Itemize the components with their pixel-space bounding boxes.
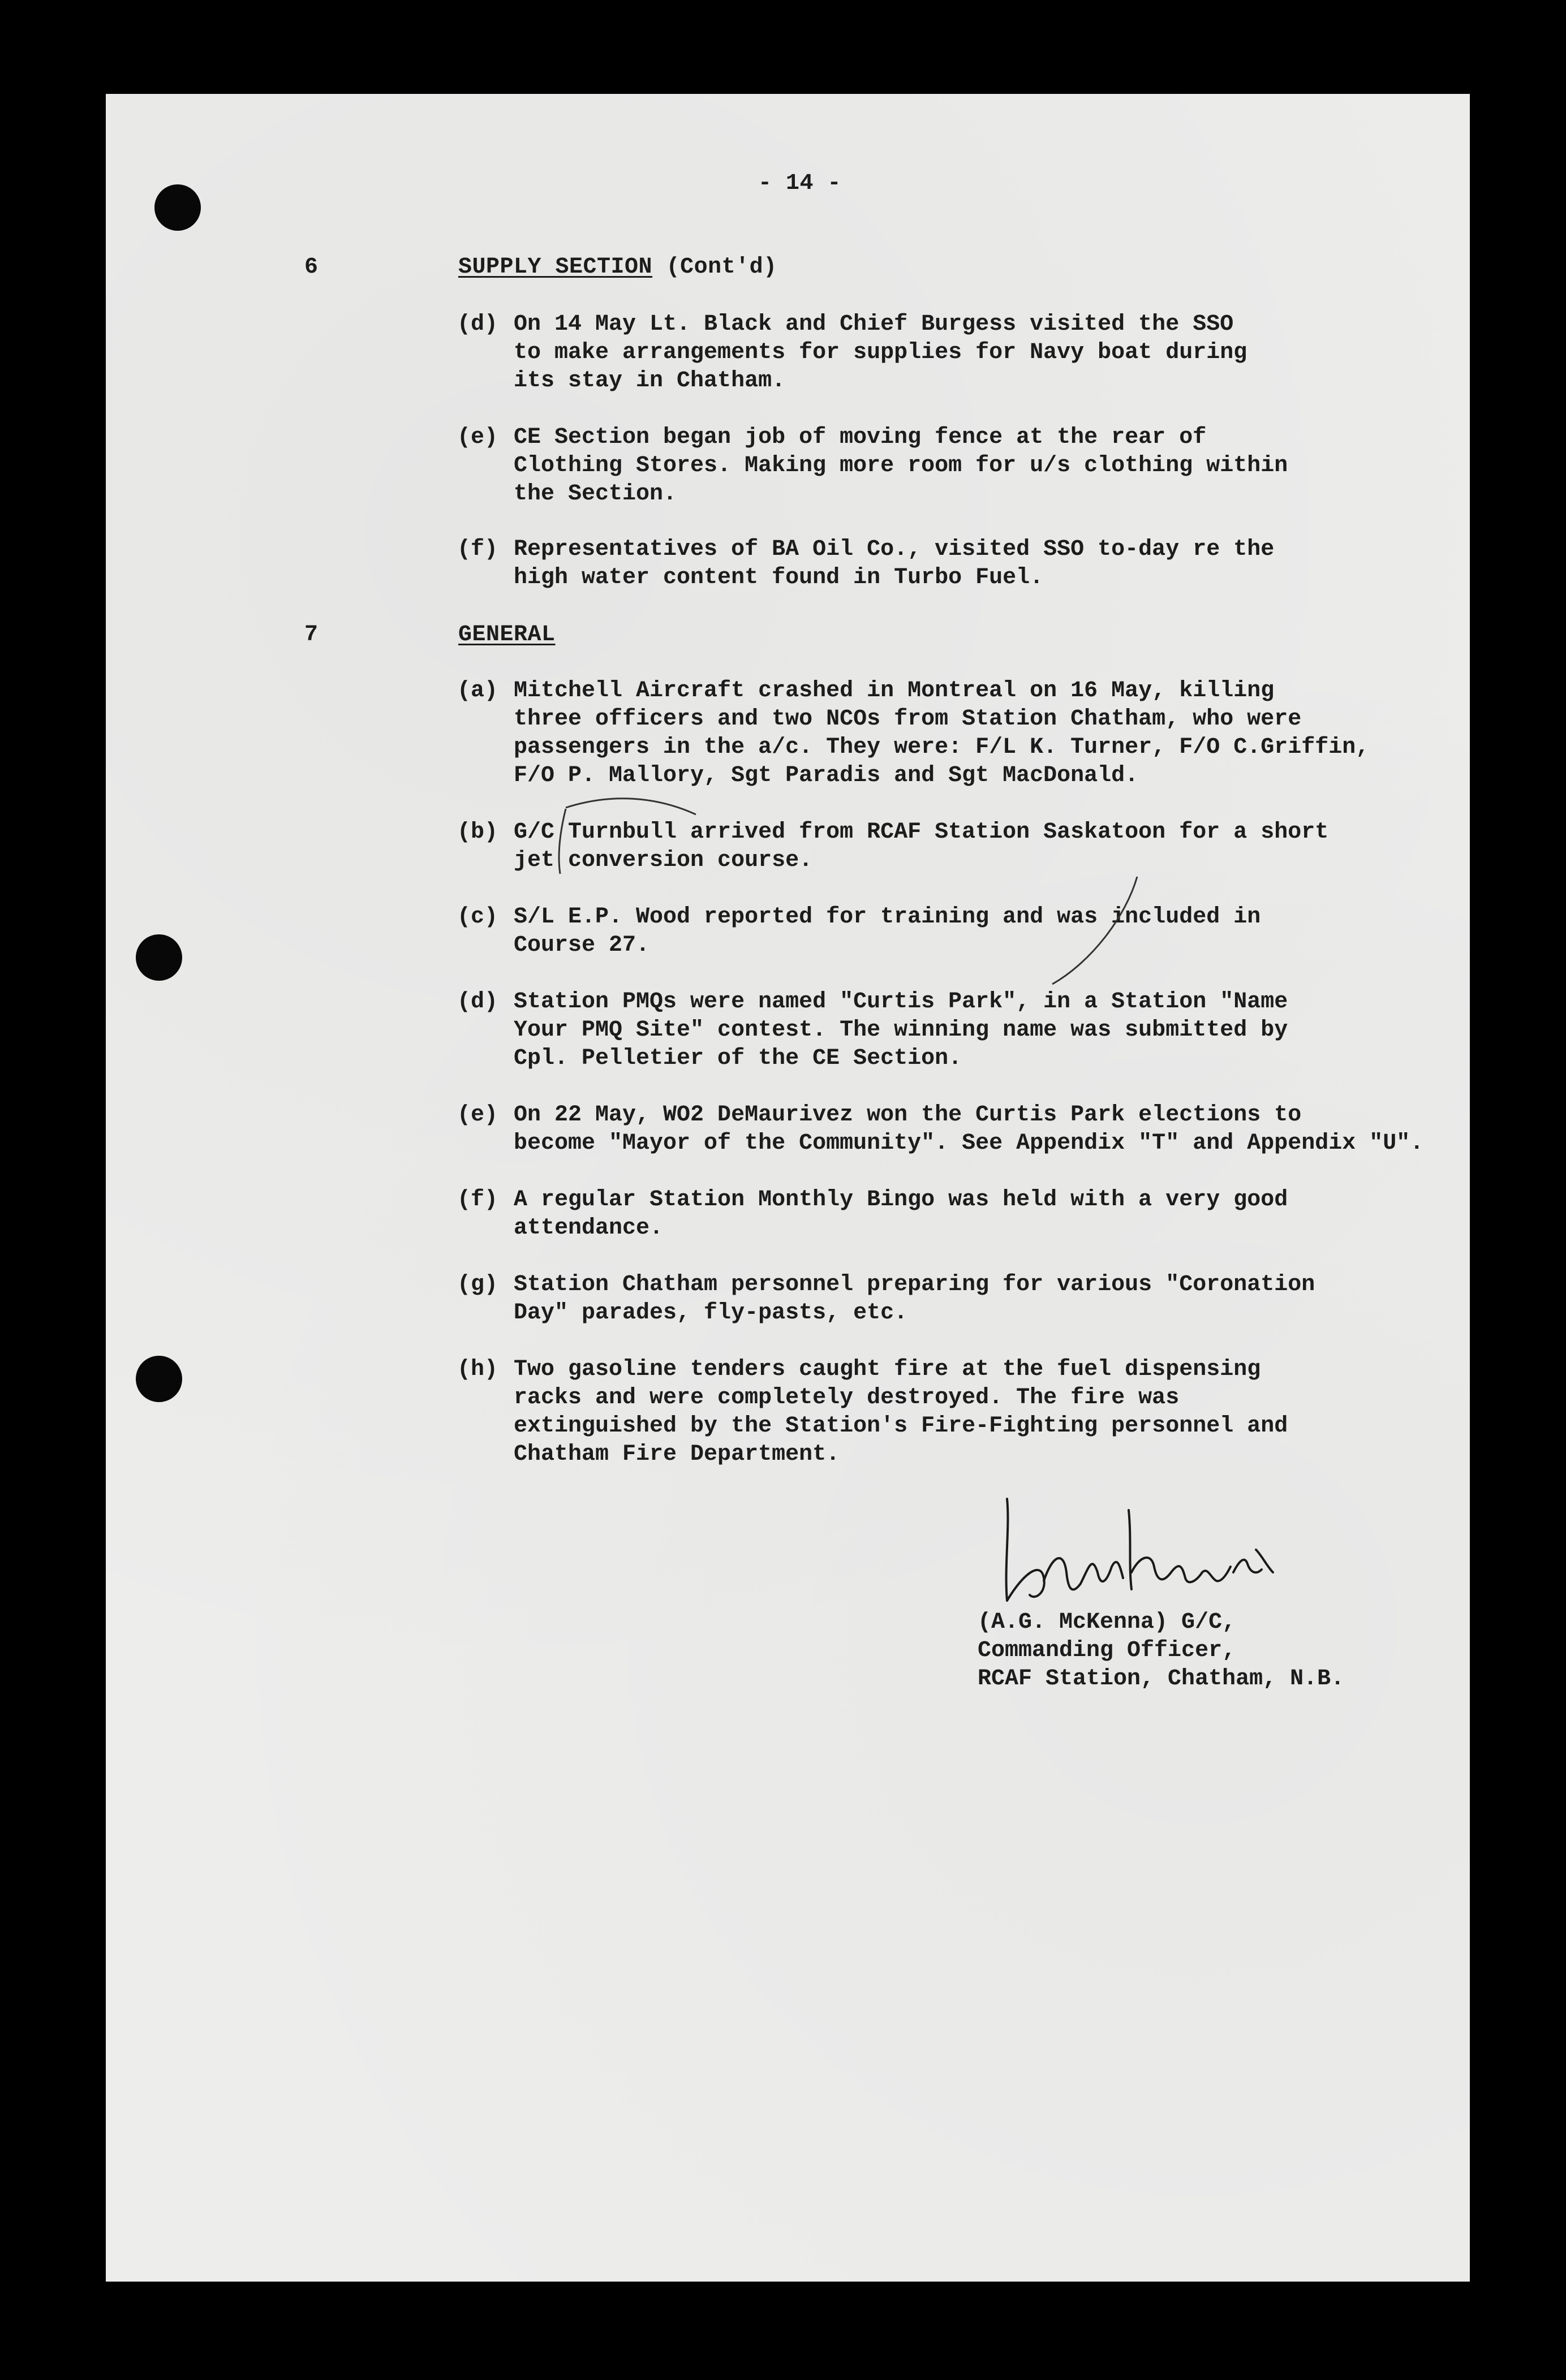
item-text: Representatives of BA Oil Co., visited SSO to-day re the high water content found in Turbo Fuel.: [514, 537, 1275, 590]
section-title-suffix: (Cont'd): [652, 255, 777, 280]
item-text: CE Section began job of moving fence at the rear of Clothing Stores. Making more room for u/s clothing within the Section.: [514, 425, 1288, 507]
punch-hole-top: [154, 184, 201, 231]
item-text: Mitchell Aircraft crashed in Montreal on 16 May, killing three officers and two NCOs from Station Chatham, who were passengers in the a/c. They were: F/L K. Turner, F/O C.Griffin, F/O P. Mallory, Sgt Paradis and Sgt MacDonald.: [514, 678, 1370, 788]
item-label: (h): [457, 1357, 498, 1382]
item-label: (e): [457, 1102, 498, 1128]
section-title: SUPPLY SECTION: [458, 255, 653, 280]
item-text: Station PMQs were named "Curtis Park", in a Station "Name Your PMQ Site" contest. The winning name was submitted by Cpl. Pelletier of the CE Section.: [514, 989, 1288, 1071]
punch-hole-middle: [136, 934, 182, 981]
item-text: G/C Turnbull arrived from RCAF Station Saskatoon for a short jet conversion course.: [514, 820, 1329, 873]
section-number: 7: [304, 622, 319, 648]
page-number: - 14 -: [758, 171, 842, 196]
item-text: On 14 May Lt. Black and Chief Burgess visited the SSO to make arrangements for supplies for Navy boat during its stay in Chatham.: [514, 312, 1247, 394]
signatory-station: RCAF Station, Chatham, N.B.: [978, 1666, 1345, 1692]
signature-block: [978, 1609, 1344, 1693]
item-label: (f): [457, 1187, 498, 1213]
item-label: (e): [457, 425, 498, 450]
section-title: GENERAL: [458, 622, 556, 648]
section-number: 6: [304, 255, 319, 280]
signatory-title: Commanding Officer,: [978, 1638, 1236, 1663]
item-label: (f): [457, 537, 498, 562]
item-label: (a): [457, 678, 498, 704]
item-text: S/L E.P. Wood reported for training and was included in Course 27.: [514, 904, 1261, 958]
handwritten-signature: [990, 1488, 1290, 1618]
item-label: (c): [457, 904, 498, 930]
item-label: (d): [457, 989, 498, 1015]
item-label: (b): [457, 820, 498, 845]
item-text: On 22 May, WO2 DeMaurivez won the Curtis Park elections to become "Mayor of the Community". See Appendix "T" and Appendix "U".: [514, 1102, 1424, 1156]
section-heading: [458, 253, 777, 282]
signatory-name: (A.G. McKenna) G/C,: [978, 1610, 1236, 1635]
item-text: Two gasoline tenders caught fire at the fuel dispensing racks and were completely destroyed. The fire was extinguished by the Station's Fire-Fighting personnel and Chatham Fire Department.: [514, 1357, 1288, 1467]
item-text: Station Chatham personnel preparing for various "Coronation Day" parades, fly-pasts, etc.: [514, 1272, 1315, 1326]
punch-hole-bottom: [136, 1356, 182, 1402]
item-label: (g): [457, 1272, 498, 1297]
item-text: A regular Station Monthly Bingo was held with a very good attendance.: [514, 1187, 1288, 1241]
item-label: (d): [457, 312, 498, 337]
section-heading: [458, 621, 556, 649]
